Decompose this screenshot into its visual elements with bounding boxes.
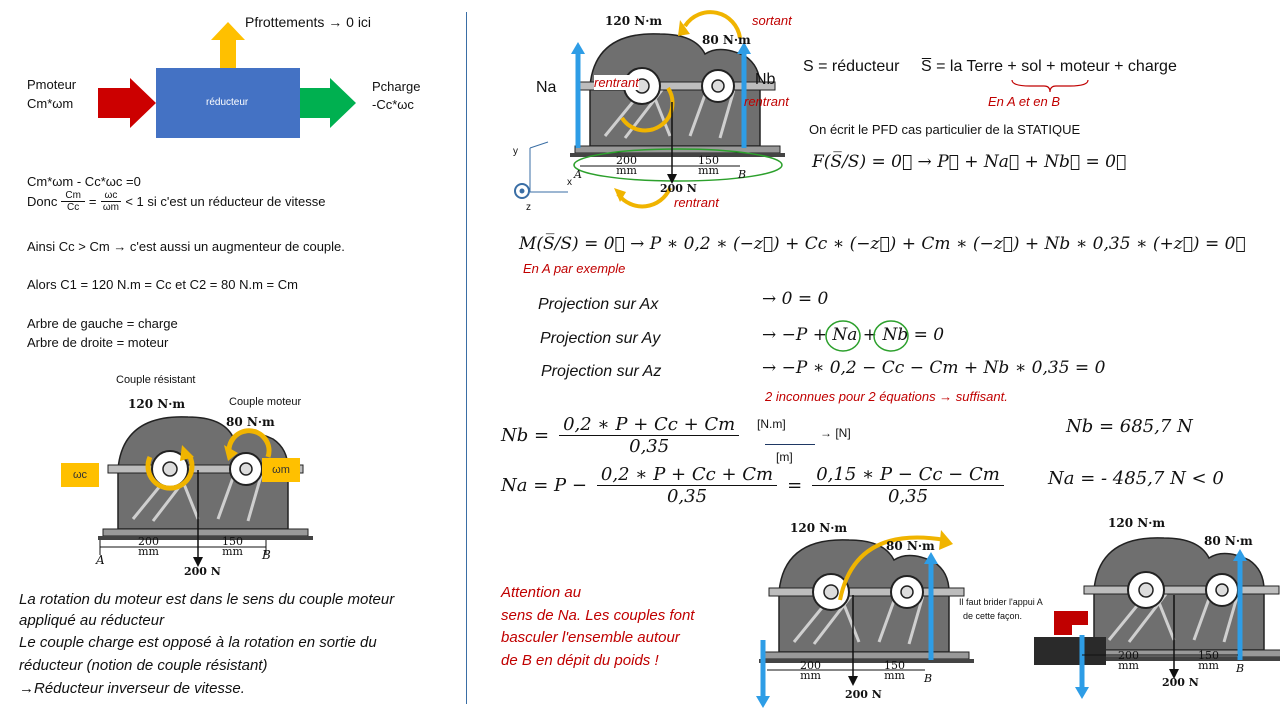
attention-line-3: basculer l'ensemble autour xyxy=(501,629,680,646)
axis-z-label: z xyxy=(526,202,531,213)
dim-right-unit: mm xyxy=(222,545,243,558)
top-dim-left-unit: mm xyxy=(616,164,637,177)
rentrant-label-3: rentrant xyxy=(674,195,719,210)
output-power-arrow xyxy=(300,78,356,128)
column-divider xyxy=(466,12,467,704)
fig1-torque-right: 80 N·m xyxy=(886,539,935,553)
unknowns-note: 2 inconnues pour 2 équations → suffisant. xyxy=(765,389,1008,404)
input-label-2: Cm*ωm xyxy=(27,96,74,111)
system-sbar-def: S̅ = la Terre + sol + moteur + charge xyxy=(921,58,1177,75)
ratio-equals: = xyxy=(88,194,97,209)
na-label: Na xyxy=(536,79,557,96)
top-dim-left-value: 200 xyxy=(616,154,637,167)
losses-label: Pfrottements → 0 ici xyxy=(245,14,372,30)
top-fig-dim-left xyxy=(616,156,637,176)
top-fig-torque-left: 120 N·m xyxy=(605,14,663,28)
axis-x-label: x xyxy=(567,177,572,188)
unit-fraction-bar xyxy=(765,444,815,445)
fig1-point-b: B xyxy=(924,672,933,685)
attention-line-2: sens de Na. Les couples font xyxy=(501,607,695,624)
output-label-2: -Cc*ωc xyxy=(372,97,414,112)
fig2-dim-left xyxy=(1118,651,1139,671)
top-fig-point-b: B xyxy=(738,168,747,181)
projection-eq-ax: → 0 = 0 xyxy=(762,289,829,309)
fig1-dim-right-value: 150 xyxy=(884,659,905,672)
moment-note: En A par exemple xyxy=(523,261,626,276)
clamp-base xyxy=(1034,637,1106,665)
left-fig-dim-left xyxy=(138,537,159,557)
na-solution xyxy=(501,464,1004,507)
left-machine-figure xyxy=(90,395,310,585)
donc-label: Donc xyxy=(27,194,58,209)
left-fig-torque-left: 120 N·m xyxy=(128,397,186,411)
pfd-force-eq: F(S̅/S) = 0⃗ → P⃗ + Na⃗ + Nb⃗ = 0⃗ xyxy=(812,152,1127,172)
nb-solution xyxy=(501,414,739,457)
system-s-def: S = réducteur xyxy=(803,58,900,75)
top-fig-point-a: A xyxy=(574,168,582,181)
fig2-dim-left-unit: mm xyxy=(1118,659,1139,672)
nb-value: Nb = 685,7 N xyxy=(1066,416,1193,437)
axis-y-label: y xyxy=(513,146,518,157)
conclusion-line-5: →Réducteur inverseur de vitesse. xyxy=(19,680,245,697)
nb-label: Nb xyxy=(755,71,776,88)
conclusion-line-1: La rotation du moteur est dans le sens du couple moteur xyxy=(19,591,395,608)
projection-eq-ay: → −P + Na + Nb = 0 xyxy=(762,325,945,345)
nb-circle xyxy=(874,321,908,351)
nb-lhs: Nb = xyxy=(501,425,550,446)
brace xyxy=(1010,78,1090,94)
nb-numerator: 0,2 ∗ P + Cc + Cm xyxy=(559,414,739,436)
na-denominator-2: 0,35 xyxy=(887,486,929,507)
fig1-dim-right xyxy=(884,661,905,681)
couple-moteur-label: Couple moteur xyxy=(229,396,302,408)
fig1-rotation-arrowhead xyxy=(939,530,953,550)
ratio-note: < 1 si c'est un réducteur de vitesse xyxy=(125,194,326,209)
ratio-line xyxy=(27,190,325,213)
fig2-dim-right-unit: mm xyxy=(1198,659,1219,672)
fig2-point-b: B xyxy=(1236,662,1245,675)
clamp-hole xyxy=(1072,625,1088,635)
na-fraction-1 xyxy=(597,464,777,507)
speed-ratio xyxy=(101,190,122,213)
moment-equation: M(S̅/S) = 0⃗ → P ∗ 0,2 ∗ (−z⃗) + Cc ∗ (−z⃗) + Cm ∗ (−z⃗) + Nb ∗ 0,35 ∗ (+z⃗) = 0⃗ xyxy=(519,234,1246,254)
fig1-dim-right-unit: mm xyxy=(884,669,905,682)
na-lhs: Na = P − xyxy=(501,475,587,496)
fig1-load-arrowhead xyxy=(848,676,858,686)
left-fig-point-a: A xyxy=(96,553,105,567)
couple-resistant-label: Couple résistant xyxy=(116,374,196,386)
fig1-dim-left-value: 200 xyxy=(800,659,821,672)
fig1-na-arrowhead xyxy=(756,696,770,708)
fig1-dim-left xyxy=(800,661,821,681)
nb-fraction xyxy=(559,414,739,457)
na-equals: = xyxy=(787,475,803,496)
top-fig-load: 200 N xyxy=(660,182,697,195)
projection-label-az: Projection sur Az xyxy=(541,363,662,380)
dim-left-unit: mm xyxy=(138,545,159,558)
fig1-dim-left-unit: mm xyxy=(800,669,821,682)
dim-left-value: 200 xyxy=(138,535,159,548)
attention-line-1: Attention au xyxy=(501,584,582,601)
projection-label-ay: Projection sur Ay xyxy=(540,330,661,347)
na-circle xyxy=(826,321,860,351)
unit-result: → [N] xyxy=(820,426,851,440)
na-value: Na = - 485,7 N < 0 xyxy=(1048,468,1224,489)
losses-arrow xyxy=(211,22,245,68)
na-numerator-1: 0,2 ∗ P + Cc + Cm xyxy=(597,464,777,486)
fig2-dim-right xyxy=(1198,651,1219,671)
arbre-droite-line: Arbre de droite = moteur xyxy=(27,335,169,350)
unit-num: [N.m] xyxy=(757,417,786,431)
rentrant-label-1: rentrant xyxy=(594,75,639,90)
conclusion-line-3: Le couple charge est opposé à la rotation en sortie du xyxy=(19,634,377,651)
ratio-den-left: Cc xyxy=(67,202,80,213)
alors-line: Alors C1 = 120 N.m = Cc et C2 = 80 N.m = Cm xyxy=(27,277,298,292)
omega-c-box: ωc xyxy=(61,463,99,487)
attention-line-4: de B en dépit du poids ! xyxy=(501,652,659,669)
na-numerator-2: 0,15 ∗ P − Cc − Cm xyxy=(812,464,1004,486)
fig2-load: 200 N xyxy=(1162,676,1199,689)
ratio-den-right: ωm xyxy=(102,202,119,213)
fig2-dim-right-value: 150 xyxy=(1198,649,1219,662)
output-label-1: Pcharge xyxy=(372,79,421,94)
ratio-num-left: Cm xyxy=(61,190,85,202)
fig1-torque-left: 120 N·m xyxy=(790,521,848,535)
fig2-na-arrowhead xyxy=(1075,687,1089,699)
left-fig-load: 200 N xyxy=(184,565,221,578)
unit-den: [m] xyxy=(776,450,793,464)
top-dim-right-unit: mm xyxy=(698,164,719,177)
omega-m-box: ωm xyxy=(262,458,300,482)
conclusion-line-2: appliqué au réducteur xyxy=(19,612,165,629)
block-label: réducteur xyxy=(206,97,249,108)
projection-eq-az: → −P ∗ 0,2 − Cc − Cm + Nb ∗ 0,35 = 0 xyxy=(762,358,1106,378)
na-denominator-1: 0,35 xyxy=(666,486,708,507)
ratio-num-right: ωc xyxy=(101,190,122,202)
input-power-arrow xyxy=(98,78,156,128)
na-fraction-2 xyxy=(812,464,1004,507)
fig2-dim-left-value: 200 xyxy=(1118,649,1139,662)
ainsi-line: Ainsi Cc > Cm → c'est aussi un augmenteur de couple. xyxy=(27,239,345,254)
top-fig-torque-right: 80 N·m xyxy=(702,33,751,47)
power-balance-eq: Cm*ωm - Cc*ωc =0 xyxy=(27,174,141,189)
dim-right-value: 150 xyxy=(222,535,243,548)
input-label-1: Pmoteur xyxy=(27,77,77,92)
projection-label-ax: Projection sur Ax xyxy=(538,296,659,313)
na-arrowhead xyxy=(571,42,585,54)
left-fig-torque-right: 80 N·m xyxy=(226,415,275,429)
conclusion-line-4: réducteur (notion de couple résistant) xyxy=(19,657,268,674)
arbre-gauche-line: Arbre de gauche = charge xyxy=(27,316,178,331)
fig2-torque-left: 120 N·m xyxy=(1108,516,1166,530)
pfd-note: On écrit le PFD cas particulier de la STATIQUE xyxy=(809,122,1081,137)
torque-ratio xyxy=(61,190,85,213)
sortant-label: sortant xyxy=(752,13,792,28)
fig1-load: 200 N xyxy=(845,688,882,701)
top-fig-dim-right xyxy=(698,156,719,176)
rentrant-label-2: rentrant xyxy=(744,94,789,109)
brider-note-2: de cette façon. xyxy=(963,611,1023,621)
top-dim-right-value: 150 xyxy=(698,154,719,167)
en-a-en-b: En A et en B xyxy=(988,94,1061,109)
brider-note-1: Il faut brider l'appui A xyxy=(959,597,1043,607)
unknown-circles xyxy=(825,318,915,354)
fig2-torque-right: 80 N·m xyxy=(1204,534,1253,548)
left-fig-point-b: B xyxy=(262,548,271,562)
nb-denominator: 0,35 xyxy=(629,436,670,457)
left-fig-dim-right xyxy=(222,537,243,557)
